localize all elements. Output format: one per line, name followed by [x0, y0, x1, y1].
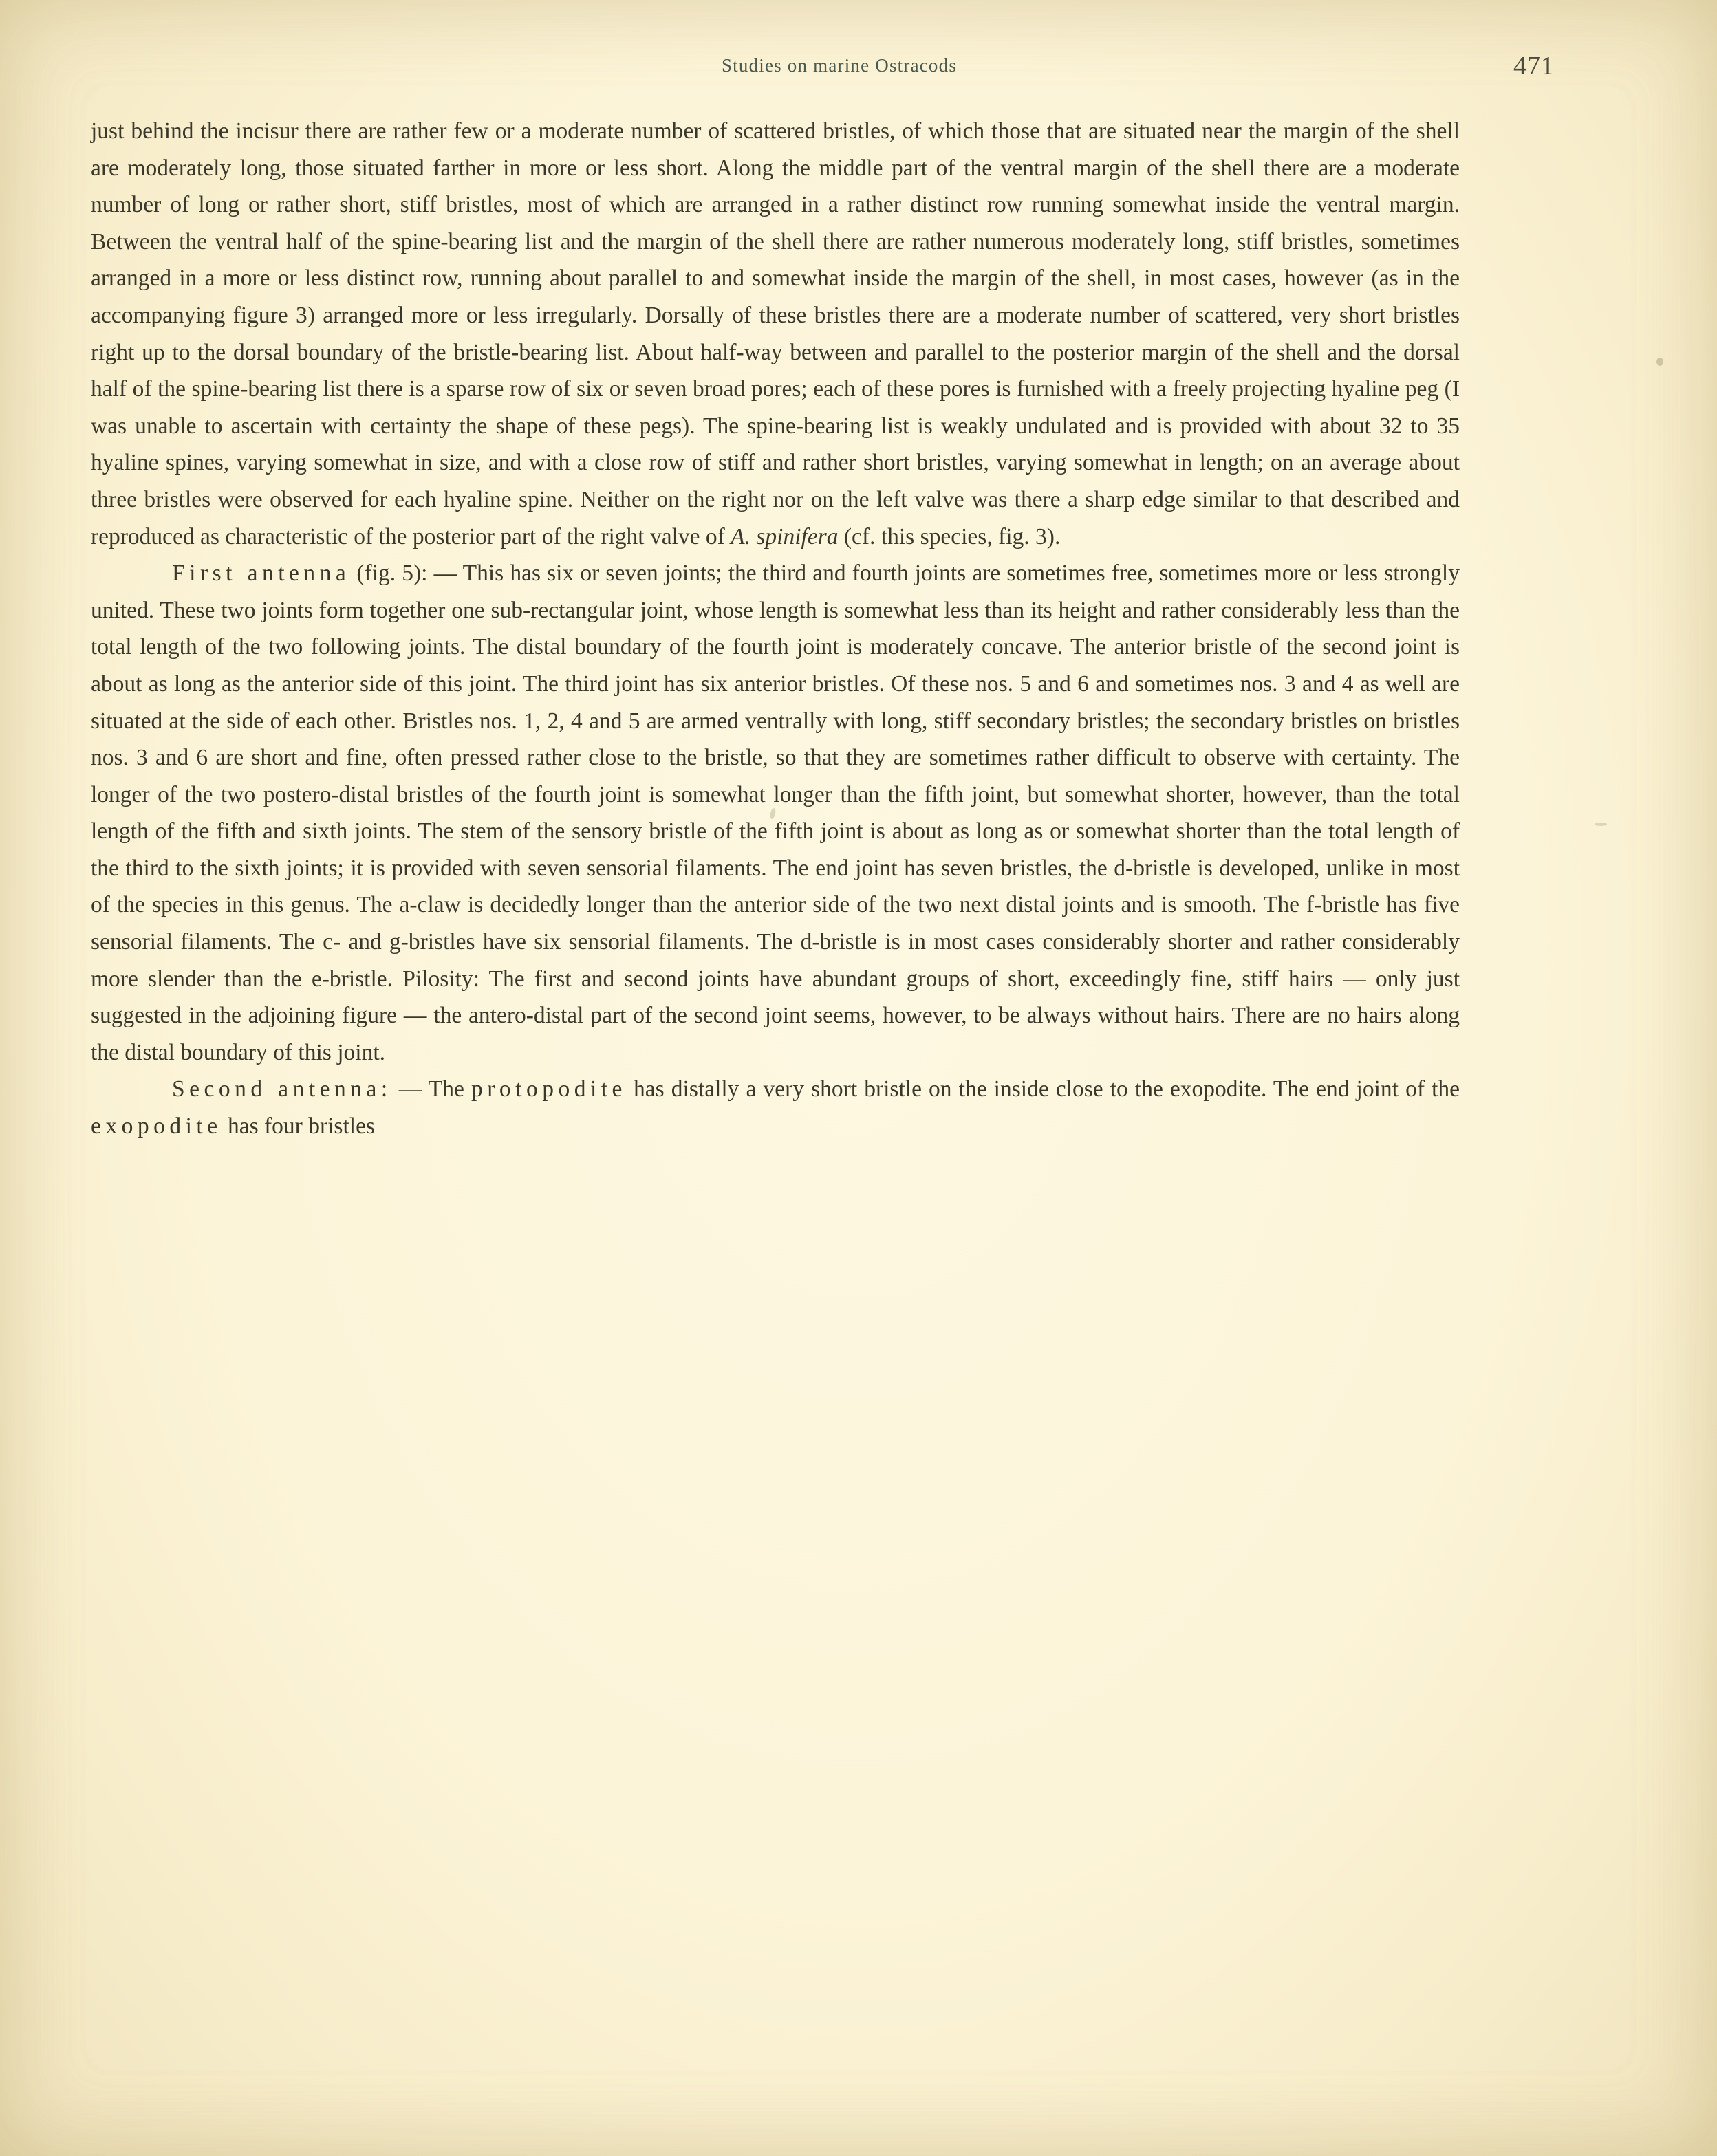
page-content	[83, 52, 1596, 1145]
paragraph-3-text-a: — The	[391, 1076, 471, 1102]
paragraph-3-text-b: has distally a very short bristle on the inside close to the exopodite. The end joint of the	[626, 1076, 1460, 1102]
second-antenna-label: Second antenna:	[172, 1076, 392, 1102]
paper-blemish	[1595, 823, 1607, 826]
species-name-italic: A. spinifera	[731, 523, 839, 549]
running-head-title: Studies on marine Ostracods	[721, 55, 958, 76]
paragraph-first-antenna	[91, 555, 1460, 1071]
first-antenna-label: First antenna	[172, 560, 351, 587]
paper-blemish	[1656, 358, 1663, 366]
body-text	[91, 113, 1460, 1145]
paragraph-shell-description	[91, 113, 1460, 555]
exopodite-label: exopodite	[91, 1113, 222, 1140]
paragraph-second-antenna	[91, 1071, 1460, 1144]
page-number: 471	[1513, 52, 1555, 80]
paragraph-3-text-c: has four bristles	[222, 1113, 375, 1140]
protopodite-label: protopodite	[471, 1076, 627, 1102]
paragraph-2-text: (fig. 5): — This has six or seven joints; the third and fourth joints are sometimes free, sometimes more or less strongly united. These two joints form together one sub-rectangular joint, whose length is somewhat less than its height and rather considerably less than the total length of the two following joints. The distal boundary of the fourth joint is moderately concave. The anterior bristle of the second joint is about as long as the anterior side of this joint. The third joint has six anterior bristles. Of these nos. 5 and 6 and sometimes nos. 3 and 4 as well are situated at the side of each other. Bristles nos. 1, 2, 4 and 5 are armed ventrally with long, stiff secondary bristles; the secondary bristles on bristles nos. 3 and 6 are short and fine, often pressed rather close to the bristle, so that they are sometimes rather difficult to observe with certainty. The longer of the two postero-distal bristles of the fourth joint is somewhat longer than the fifth joint, but somewhat shorter, however, than the total length of the fifth and sixth joints. The stem of the sensory bristle of the fifth joint is about as long as or somewhat shorter than the total length of the third to the sixth joints; it is provided with seven sensorial filaments. The end joint has seven bristles, the d-bristle is developed, unlike in most of the species in this genus. The a-claw is decidedly longer than the anterior side of the two next distal joints and is smooth. The f-bristle has five sensorial filaments. The c- and g-bristles have six sensorial filaments. The d-bristle is in most cases considerably shorter and rather considerably more slender than the e-bristle. Pilosity: The first and second joints have abundant groups of short, exceedingly fine, stiff hairs — only just suggested in the adjoining figure — the antero-distal part of the second joint seems, however, to be always without hairs. There are no hairs along the distal boundary of this joint.	[91, 560, 1460, 1065]
paragraph-1-tail: (cf. this species, fig. 3).	[838, 523, 1061, 549]
paragraph-1-text: just behind the incisur there are rather few or a moderate number of scattered bristles, of which those that are situated near the margin of the shell are moderately long, those situated farther in more or less short. Along the middle part of the ventral margin of the shell there are a moderate number of long or rather short, stiff bristles, most of which are arranged in a rather distinct row running somewhat inside the ventral margin. Between the ventral half of the spine-bearing list and the margin of the shell there are rather numerous moderately long, stiff bristles, sometimes arranged in a more or less distinct row, running about parallel to and somewhat inside the margin of the shell, in most cases, however (as in the accompanying figure 3) arranged more or less irregularly. Dorsally of these bristles there are a moderate number of scattered, very short bristles right up to the dorsal boundary of the bristle-bearing list. About half-way between and parallel to the posterior margin of the shell and the dorsal half of the spine-bearing list there is a sparse row of six or seven broad pores; each of these pores is furnished with a freely projecting hyaline peg (I was unable to ascertain with certainty the shape of these pegs). The spine-bearing list is weakly undulated and is provided with about 32 to 35 hyaline spines, varying somewhat in size, and with a close row of stiff and rather short bristles, varying somewhat in length; on an average about three bristles were observed for each hyaline spine. Neither on the right nor on the left valve was there a sharp edge similar to that described and reproduced as characteristic of the posterior part of the right valve of	[91, 118, 1460, 549]
running-head	[83, 52, 1596, 96]
